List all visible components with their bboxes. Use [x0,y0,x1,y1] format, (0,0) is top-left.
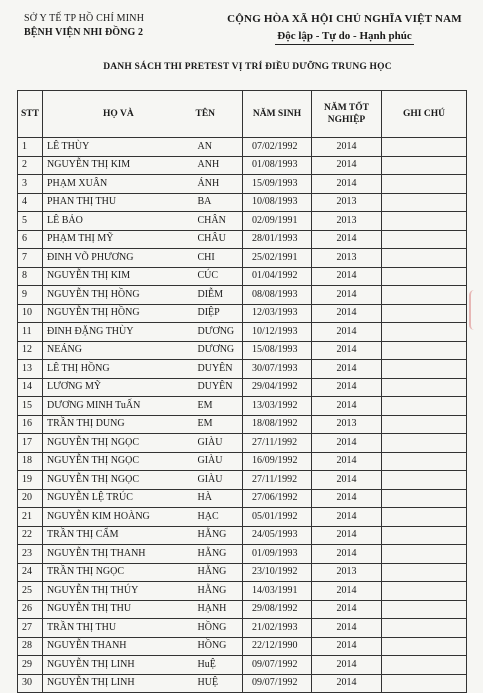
table-row [18,415,467,434]
row-nam-sinh: 12/03/1993 [243,304,312,323]
header-ghi-chu: GHI CHÚ [382,91,467,138]
row-stt: 4 [18,193,43,212]
table-row [18,323,467,342]
row-ho: NGUYỄN LỆ TRÚC [43,489,184,508]
row-ghi-chu [382,156,467,175]
row-nam-tot-nghiep: 2014 [312,156,382,175]
row-ho: NGUYỄN THỊ LINH [43,656,184,675]
table-row [18,545,467,564]
row-ten: BA [184,193,243,212]
table-row [18,360,467,379]
row-nam-tot-nghiep: 2013 [312,563,382,582]
row-ghi-chu [382,452,467,471]
row-ho: LƯƠNG MỸ [43,378,184,397]
row-nam-tot-nghiep: 2013 [312,249,382,268]
row-ten: HỒNG [184,637,243,656]
row-ho: NGUYỄN THANH [43,637,184,656]
row-ghi-chu [382,360,467,379]
row-nam-sinh: 01/04/1992 [243,267,312,286]
row-nam-sinh: 14/03/1991 [243,582,312,601]
row-ho: LÊ THỊ HỒNG [43,360,184,379]
row-stt: 1 [18,138,43,157]
row-stt: 2 [18,156,43,175]
row-nam-sinh: 27/06/1992 [243,489,312,508]
row-ten: CHÂU [184,230,243,249]
table-row [18,249,467,268]
table-row [18,489,467,508]
row-ten: EM [184,415,243,434]
country-name: CỘNG HÒA XÃ HỘI CHỦ NGHĨA VIỆT NAM [227,13,462,25]
row-ten: DIỆP [184,304,243,323]
row-ten: HẰNG [184,582,243,601]
row-ten: DUYÊN [184,360,243,379]
table-row [18,674,467,693]
row-stt: 9 [18,286,43,305]
row-stt: 25 [18,582,43,601]
row-nam-tot-nghiep: 2014 [312,526,382,545]
row-nam-tot-nghiep: 2014 [312,360,382,379]
table-row [18,193,467,212]
row-nam-tot-nghiep: 2014 [312,138,382,157]
row-stt: 29 [18,656,43,675]
row-stt: 18 [18,452,43,471]
row-nam-sinh: 27/11/1992 [243,471,312,490]
row-ten: CÚC [184,267,243,286]
row-ghi-chu [382,656,467,675]
organization-header [24,12,204,40]
row-ten: HẰNG [184,526,243,545]
row-ho: ĐINH ĐẶNG THÙY [43,323,184,342]
header-nam-sinh: NĂM SINH [243,91,312,138]
row-ho: NGUYỄN THỊ THÚY [43,582,184,601]
row-stt: 10 [18,304,43,323]
row-ten: HÀ [184,489,243,508]
row-ho: NGUYỄN THỊ KIM [43,156,184,175]
header-stt: STT [18,91,43,138]
row-ghi-chu [382,582,467,601]
row-nam-sinh: 29/08/1992 [243,600,312,619]
row-stt: 27 [18,619,43,638]
row-ghi-chu [382,175,467,194]
row-ghi-chu [382,471,467,490]
row-ghi-chu [382,249,467,268]
row-stt: 16 [18,415,43,434]
row-nam-sinh: 10/12/1993 [243,323,312,342]
row-stt: 14 [18,378,43,397]
row-ten: HỒNG [184,619,243,638]
row-ten: DIỄM [184,286,243,305]
stamp-mark [469,290,479,330]
row-nam-tot-nghiep: 2014 [312,600,382,619]
header-ho-va: HỌ VÀ [43,91,184,138]
table-row [18,212,467,231]
row-nam-tot-nghiep: 2014 [312,637,382,656]
row-nam-sinh: 15/08/1993 [243,341,312,360]
row-ho: TRẦN THỊ NGỌC [43,563,184,582]
row-nam-sinh: 09/07/1992 [243,656,312,675]
row-ho: TRẦN THỊ CẨM [43,526,184,545]
table-row [18,508,467,527]
candidate-table [17,90,467,693]
row-ten: GIÀU [184,452,243,471]
row-nam-sinh: 25/02/1991 [243,249,312,268]
table-row [18,600,467,619]
document-title-wrap [0,62,483,72]
national-header [222,12,467,45]
table-header-row [18,91,467,138]
row-nam-sinh: 28/01/1993 [243,230,312,249]
row-nam-tot-nghiep: 2014 [312,230,382,249]
row-ghi-chu [382,600,467,619]
row-ten: ANH [184,156,243,175]
row-ghi-chu [382,489,467,508]
row-stt: 19 [18,471,43,490]
row-nam-sinh: 02/09/1991 [243,212,312,231]
row-ghi-chu [382,341,467,360]
row-nam-tot-nghiep: 2014 [312,286,382,305]
table-row [18,378,467,397]
row-nam-tot-nghiep: 2014 [312,304,382,323]
document-title: DANH SÁCH THI PRETEST VỊ TRÍ ĐIỀU DƯỠNG TRUNG HỌC [103,62,392,72]
row-stt: 21 [18,508,43,527]
row-ten: DƯƠNG [184,341,243,360]
row-stt: 3 [18,175,43,194]
row-nam-tot-nghiep: 2014 [312,434,382,453]
row-stt: 13 [18,360,43,379]
row-ho: NGUYỄN THỊ NGỌC [43,471,184,490]
row-ghi-chu [382,267,467,286]
row-nam-sinh: 01/09/1993 [243,545,312,564]
row-stt: 11 [18,323,43,342]
row-nam-tot-nghiep: 2014 [312,452,382,471]
row-stt: 30 [18,674,43,693]
row-ten: DƯƠNG [184,323,243,342]
row-ho: TRẦN THỊ DUNG [43,415,184,434]
row-nam-tot-nghiep: 2014 [312,545,382,564]
row-ho: PHẠM XUÂN [43,175,184,194]
row-nam-sinh: 18/08/1992 [243,415,312,434]
row-nam-tot-nghiep: 2014 [312,619,382,638]
hospital-name: BỆNH VIỆN NHI ĐỒNG 2 [24,27,144,38]
row-ten: GIÀU [184,434,243,453]
table-row [18,526,467,545]
row-nam-sinh: 08/08/1993 [243,286,312,305]
row-ho: NGUYỄN THỊ NGỌC [43,434,184,453]
table-row [18,434,467,453]
row-stt: 26 [18,600,43,619]
row-nam-tot-nghiep: 2013 [312,212,382,231]
row-ghi-chu [382,212,467,231]
row-ten: GIÀU [184,471,243,490]
row-stt: 6 [18,230,43,249]
row-nam-tot-nghiep: 2014 [312,341,382,360]
row-stt: 28 [18,637,43,656]
row-ho: NEÁNG [43,341,184,360]
table-row [18,619,467,638]
row-ten: AN [184,138,243,157]
table-row [18,267,467,286]
row-ten: HUỆ [184,674,243,693]
row-ghi-chu [382,637,467,656]
row-ten: CHÂN [184,212,243,231]
row-ghi-chu [382,508,467,527]
row-ten: HẠC [184,508,243,527]
row-ten: ÁNH [184,175,243,194]
row-ten: CHI [184,249,243,268]
table-row [18,341,467,360]
row-ho: PHẠM THỊ MỸ [43,230,184,249]
row-nam-tot-nghiep: 2014 [312,378,382,397]
row-nam-tot-nghiep: 2014 [312,508,382,527]
row-ten: EM [184,397,243,416]
row-nam-tot-nghiep: 2014 [312,582,382,601]
row-ten: HuỆ [184,656,243,675]
row-nam-tot-nghiep: 2014 [312,267,382,286]
row-ghi-chu [382,193,467,212]
row-nam-sinh: 07/02/1992 [243,138,312,157]
table-row [18,286,467,305]
row-nam-sinh: 29/04/1992 [243,378,312,397]
row-stt: 12 [18,341,43,360]
row-ho: DƯƠNG MINH TuẤN [43,397,184,416]
row-ho: TRẦN THỊ THU [43,619,184,638]
row-nam-sinh: 09/07/1992 [243,674,312,693]
row-ghi-chu [382,138,467,157]
row-stt: 22 [18,526,43,545]
row-ho: NGUYỄN THỊ HỒNG [43,286,184,305]
row-stt: 23 [18,545,43,564]
row-ghi-chu [382,434,467,453]
row-ghi-chu [382,397,467,416]
table-row [18,397,467,416]
row-ho: NGUYỄN THỊ HỒNG [43,304,184,323]
row-ho: ĐINH VÕ PHƯƠNG [43,249,184,268]
row-ghi-chu [382,545,467,564]
row-nam-sinh: 21/02/1993 [243,619,312,638]
table-row [18,304,467,323]
row-ghi-chu [382,304,467,323]
row-nam-tot-nghiep: 2014 [312,471,382,490]
row-ten: HẰNG [184,563,243,582]
row-ho: NGUYỄN THỊ KIM [43,267,184,286]
row-ho: NGUYỄN THỊ THANH [43,545,184,564]
row-stt: 7 [18,249,43,268]
row-nam-tot-nghiep: 2014 [312,674,382,693]
row-ho: LÊ BẢO [43,212,184,231]
row-ten: DUYÊN [184,378,243,397]
row-nam-sinh: 15/09/1993 [243,175,312,194]
row-nam-sinh: 05/01/1992 [243,508,312,527]
row-stt: 17 [18,434,43,453]
row-ghi-chu [382,286,467,305]
table-row [18,156,467,175]
row-nam-sinh: 23/10/1992 [243,563,312,582]
header-ten: TÊN [184,91,243,138]
row-nam-tot-nghiep: 2013 [312,193,382,212]
table-row [18,582,467,601]
row-nam-sinh: 22/12/1990 [243,637,312,656]
row-stt: 8 [18,267,43,286]
table-row [18,138,467,157]
table-row [18,656,467,675]
row-stt: 15 [18,397,43,416]
row-ho: LÊ THÙY [43,138,184,157]
national-motto: Độc lập - Tự do - Hạnh phúc [275,28,413,45]
table-row [18,563,467,582]
row-ho: NGUYỄN THỊ NGỌC [43,452,184,471]
row-nam-tot-nghiep: 2013 [312,415,382,434]
table-row [18,471,467,490]
row-ho: NGUYỄN THỊ LINH [43,674,184,693]
row-ghi-chu [382,230,467,249]
row-ghi-chu [382,619,467,638]
row-nam-sinh: 30/07/1993 [243,360,312,379]
table-row [18,637,467,656]
table-row [18,175,467,194]
row-ghi-chu [382,526,467,545]
row-ghi-chu [382,415,467,434]
row-ghi-chu [382,674,467,693]
row-stt: 24 [18,563,43,582]
department-name: SỞ Y TẾ TP HỒ CHÍ MINH [24,13,145,24]
row-ten: HẠNH [184,600,243,619]
row-ho: NGUYỄN KIM HOÀNG [43,508,184,527]
row-ho: PHAN THỊ THU [43,193,184,212]
row-nam-tot-nghiep: 2014 [312,323,382,342]
row-ghi-chu [382,378,467,397]
row-nam-sinh: 24/05/1993 [243,526,312,545]
row-nam-sinh: 10/08/1993 [243,193,312,212]
row-nam-tot-nghiep: 2014 [312,489,382,508]
row-ten: HẰNG [184,545,243,564]
row-stt: 5 [18,212,43,231]
row-nam-sinh: 13/03/1992 [243,397,312,416]
row-ho: NGUYỄN THỊ THU [43,600,184,619]
row-ghi-chu [382,323,467,342]
row-nam-tot-nghiep: 2014 [312,397,382,416]
row-nam-sinh: 16/09/1992 [243,452,312,471]
row-stt: 20 [18,489,43,508]
row-nam-tot-nghiep: 2014 [312,175,382,194]
table-row [18,452,467,471]
row-ghi-chu [382,563,467,582]
row-nam-sinh: 27/11/1992 [243,434,312,453]
header-nam-tot-nghiep: NĂM TỐT NGHIỆP [312,91,382,138]
row-nam-tot-nghiep: 2014 [312,656,382,675]
table-row [18,230,467,249]
row-nam-sinh: 01/08/1993 [243,156,312,175]
